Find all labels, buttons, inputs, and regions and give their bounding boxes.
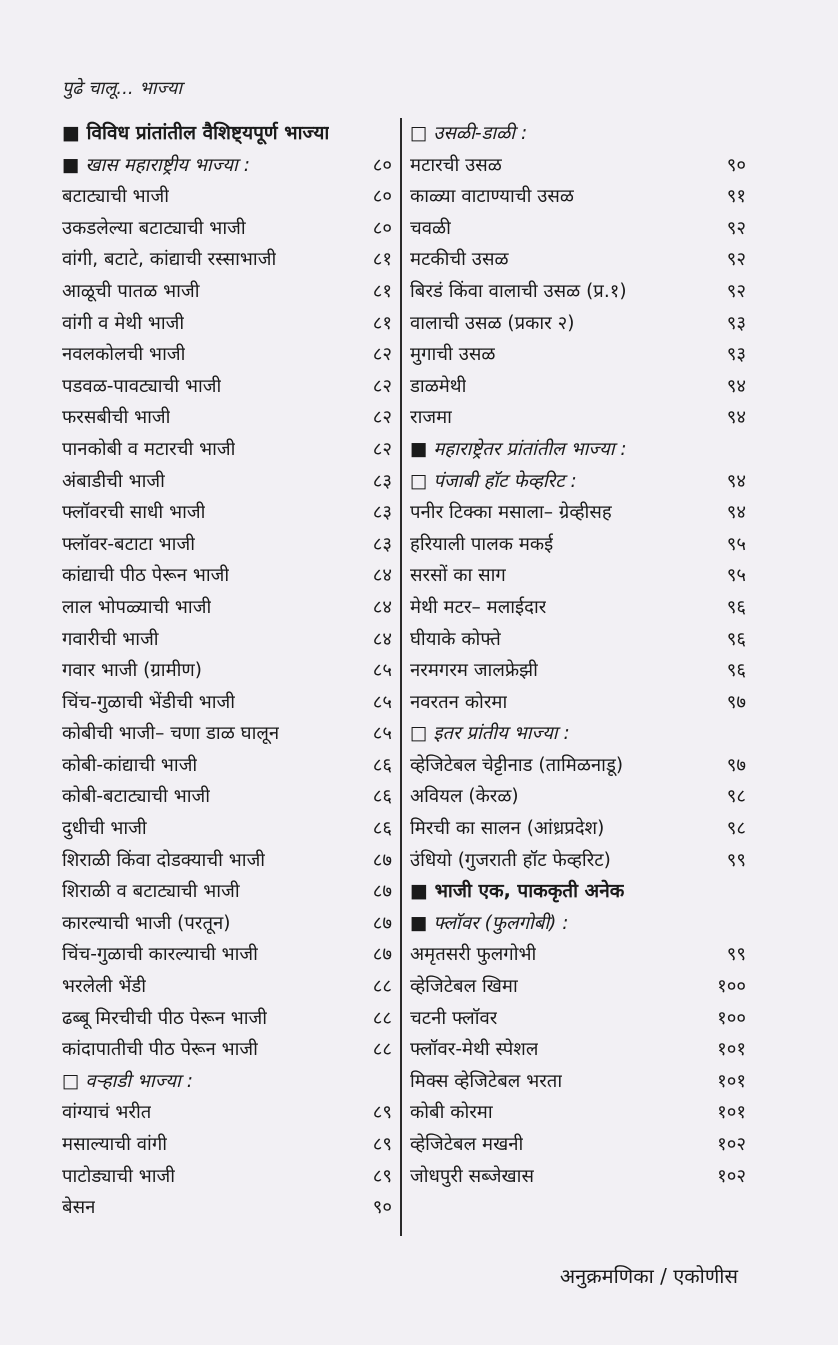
toc-entry-page: ८९ xyxy=(372,1165,392,1187)
toc-entry-title: मटकीची उसळ xyxy=(410,249,509,271)
toc-entry-title: □ उसळी-डाळी : xyxy=(410,123,528,144)
toc-entry xyxy=(410,750,746,782)
toc-entry-page: ९५ xyxy=(726,533,746,555)
toc-entry-page: ९१ xyxy=(726,186,746,208)
toc-entry-page: ८८ xyxy=(372,976,392,998)
toc-entry xyxy=(62,813,392,845)
toc-entry-title: काळ्या वाटाण्याची उसळ xyxy=(410,186,574,208)
toc-entry xyxy=(410,655,746,687)
toc-entry-page: ८७ xyxy=(372,849,392,871)
toc-entry-title: सरसों का साग xyxy=(410,565,506,587)
toc-entry-page: ८१ xyxy=(372,249,392,271)
toc-entry-title: बिरडं किंवा वालाची उसळ (प्र.१) xyxy=(410,280,627,302)
toc-entry-title: कोबी कोरमा xyxy=(410,1102,493,1124)
toc-entry-title: फ्लॉवरची साधी भाजी xyxy=(62,502,206,524)
toc-heading xyxy=(62,118,392,150)
toc-entry-title: चिंच-गुळाची कारल्याची भाजी xyxy=(62,944,258,966)
toc-entry xyxy=(62,1003,392,1035)
toc-entry xyxy=(62,434,392,466)
toc-entry-page: १०२ xyxy=(717,1134,746,1155)
toc-entry xyxy=(410,150,746,182)
toc-entry-title: जोधपुरी सब्जेखास xyxy=(410,1165,534,1187)
toc-entry-page: ९२ xyxy=(726,280,746,302)
toc-entry-page: १०१ xyxy=(717,1039,746,1061)
toc-entry xyxy=(410,402,746,434)
toc-entry-page: १०० xyxy=(717,1007,746,1029)
toc-entry-title: उकडलेल्या बटाट्याची भाजी xyxy=(62,217,246,239)
toc-entry-title: मिरची का सालन (आंध्रप्रदेश) xyxy=(410,818,605,840)
toc-entry-title: मेथी मटर– मलाईदार xyxy=(410,596,547,618)
toc-entry-title: पनीर टिक्का मसाला– ग्रेव्हीसह xyxy=(410,502,612,524)
toc-entry-page: ८४ xyxy=(372,628,392,650)
toc-entry xyxy=(62,529,392,561)
toc-entry-title: कांदापातीची पीठ पेरून भाजी xyxy=(62,1039,258,1061)
toc-entry xyxy=(410,592,746,624)
toc-entry-title: शिराळी किंवा दोडक्याची भाजी xyxy=(62,849,266,871)
toc-entry xyxy=(410,244,746,276)
toc-entry-title: अमृतसरी फुलगोभी xyxy=(410,944,537,966)
toc-entry-title: □ पंजाबी हॉट फेव्हरिट : xyxy=(410,470,577,492)
toc-entry-page: ८२ xyxy=(372,375,392,397)
toc-entry-page: ८५ xyxy=(372,723,392,745)
toc-entry xyxy=(410,276,746,308)
toc-entry xyxy=(62,750,392,782)
toc-entry-title: घीयाके कोफ्ते xyxy=(410,628,501,650)
toc-entry xyxy=(410,624,746,656)
toc-entry-title: नवलकोलची भाजी xyxy=(62,344,186,366)
toc-entry-title: कोबी-बटाट्याची भाजी xyxy=(62,786,211,808)
toc-entry-page: ९० xyxy=(726,154,746,176)
toc-entry xyxy=(62,908,392,940)
toc-entry-title: गवार भाजी (ग्रामीण) xyxy=(62,660,203,682)
toc-entry-title: कांद्याची पीठ पेरून भाजी xyxy=(62,565,230,587)
toc-heading xyxy=(410,466,746,498)
toc-entry-page: ९९ xyxy=(726,944,746,966)
toc-entry-title: ■ महाराष्ट्रेतर प्रांतांतील भाज्या : xyxy=(410,438,627,460)
toc-entry-page: ८६ xyxy=(372,818,392,840)
toc-entry xyxy=(62,1192,392,1224)
toc-entry-page: ८९ xyxy=(372,1134,392,1155)
toc-entry-title: अवियल (केरळ) xyxy=(410,786,519,808)
toc-entry-page: ९० xyxy=(372,1197,392,1219)
toc-entry-title: आळूची पातळ भाजी xyxy=(62,280,200,302)
toc-entry-page: ८० xyxy=(372,154,392,176)
toc-entry-page: ९५ xyxy=(726,565,746,587)
toc-entry xyxy=(410,371,746,403)
toc-heading xyxy=(62,1066,392,1098)
toc-entry-title: कारल्याची भाजी (परतून) xyxy=(62,912,231,934)
toc-entry xyxy=(62,244,392,276)
toc-entry xyxy=(62,592,392,624)
toc-entry-page: ८६ xyxy=(372,754,392,776)
toc-entry-title: व्हेजिटेबल खिमा xyxy=(410,976,518,998)
toc-entry-title: कोबीची भाजी– चणा डाळ घालून xyxy=(62,723,280,745)
toc-right-column xyxy=(410,118,746,1192)
toc-entry-title: पाटोड्याची भाजी xyxy=(62,1165,176,1187)
toc-entry-page: ८५ xyxy=(372,691,392,713)
toc-entry-page: ९६ xyxy=(726,628,746,650)
toc-left-column xyxy=(62,118,392,1224)
toc-entry-title: भरलेली भेंडी xyxy=(62,976,147,998)
toc-entry-title: हरियाली पालक मकई xyxy=(410,533,554,555)
toc-entry-page: ८४ xyxy=(372,596,392,618)
toc-entry-page: ९६ xyxy=(726,660,746,682)
toc-entry xyxy=(62,718,392,750)
toc-entry-page: १०० xyxy=(717,976,746,998)
running-header: पुढे चालू... भाज्या xyxy=(62,78,182,99)
toc-entry xyxy=(62,971,392,1003)
toc-entry xyxy=(410,339,746,371)
toc-entry xyxy=(62,339,392,371)
toc-entry-title: वांग्याचं भरीत xyxy=(62,1102,152,1124)
toc-heading xyxy=(410,718,746,750)
toc-entry xyxy=(410,213,746,245)
toc-entry-page: १०१ xyxy=(717,1102,746,1124)
toc-entry-title: बटाट्याची भाजी xyxy=(62,186,169,208)
toc-entry-page: ८० xyxy=(372,186,392,208)
toc-entry-page: ८५ xyxy=(372,660,392,682)
toc-entry-page: ८२ xyxy=(372,344,392,366)
toc-entry-page: ९७ xyxy=(726,754,746,776)
toc-entry xyxy=(410,687,746,719)
toc-entry-title: नवरतन कोरमा xyxy=(410,691,508,713)
toc-entry xyxy=(410,781,746,813)
toc-entry-title: वांगी व मेथी भाजी xyxy=(62,312,185,334)
toc-entry-title: चिंच-गुळाची भेंडीची भाजी xyxy=(62,691,236,713)
toc-entry-page: ९२ xyxy=(726,249,746,271)
toc-entry xyxy=(62,655,392,687)
toc-entry xyxy=(62,308,392,340)
toc-entry xyxy=(410,560,746,592)
toc-entry-title: ■ विविध प्रांतांतील वैशिष्ट्यपूर्ण भाज्या xyxy=(62,122,330,144)
page-footer: अनुक्रमणिका / एकोणीस xyxy=(559,1264,738,1288)
toc-entry xyxy=(62,213,392,245)
toc-heading xyxy=(410,118,746,150)
toc-entry xyxy=(410,1097,746,1129)
toc-entry-page: ८७ xyxy=(372,944,392,966)
toc-entry-title: व्हेजिटेबल मखनी xyxy=(410,1134,524,1155)
toc-entry-page: ९४ xyxy=(726,502,746,524)
toc-entry-title: पडवळ-पावट्याची भाजी xyxy=(62,375,222,397)
toc-entry-title: डाळमेथी xyxy=(410,375,467,397)
toc-entry-page: ८३ xyxy=(372,533,392,555)
toc-entry xyxy=(62,276,392,308)
toc-entry-page: ९४ xyxy=(726,407,746,429)
toc-entry xyxy=(62,845,392,877)
toc-entry xyxy=(62,560,392,592)
toc-entry-page: ८७ xyxy=(372,912,392,934)
toc-entry-title: मटारची उसळ xyxy=(410,154,502,176)
toc-entry-page: ८४ xyxy=(372,565,392,587)
toc-entry xyxy=(62,1161,392,1193)
toc-entry xyxy=(410,308,746,340)
toc-entry-title: मुगाची उसळ xyxy=(410,344,496,366)
toc-heading xyxy=(410,434,746,466)
toc-heading xyxy=(410,908,746,940)
toc-entry xyxy=(410,529,746,561)
toc-entry-title: लाल भोपळ्याची भाजी xyxy=(62,596,212,618)
toc-entry xyxy=(410,181,746,213)
toc-entry-title: अंबाडीची भाजी xyxy=(62,470,165,492)
toc-entry-page: ८२ xyxy=(372,407,392,429)
toc-entry-title: □ इतर प्रांतीय भाज्या : xyxy=(410,723,570,745)
toc-entry-page: ९८ xyxy=(726,818,746,840)
column-divider xyxy=(400,118,402,1236)
toc-entry xyxy=(62,181,392,213)
toc-entry-title: मिक्स व्हेजिटेबल भरता xyxy=(410,1070,563,1092)
toc-entry-title: चवळी xyxy=(410,217,451,239)
toc-entry xyxy=(410,1034,746,1066)
toc-entry xyxy=(410,1129,746,1161)
toc-entry xyxy=(62,497,392,529)
toc-entry-page: ९४ xyxy=(726,375,746,397)
toc-entry-title: ढब्बू मिरचीची पीठ पेरून भाजी xyxy=(62,1007,268,1029)
toc-entry xyxy=(410,939,746,971)
toc-entry xyxy=(62,939,392,971)
toc-entry-title: कोबी-कांद्याची भाजी xyxy=(62,754,198,776)
toc-entry-page: १०१ xyxy=(717,1070,746,1092)
toc-entry-page: ९७ xyxy=(726,691,746,713)
toc-entry-page: ८९ xyxy=(372,1102,392,1124)
toc-entry-page: ८२ xyxy=(372,438,392,460)
toc-entry xyxy=(410,1066,746,1098)
toc-entry xyxy=(62,876,392,908)
toc-entry-title: दुधीची भाजी xyxy=(62,818,147,840)
toc-entry-page: ९६ xyxy=(726,596,746,618)
toc-entry-page: ८७ xyxy=(372,881,392,903)
toc-entry xyxy=(410,497,746,529)
toc-entry-page: ८८ xyxy=(372,1039,392,1061)
toc-entry-title: ■ फ्लॉवर (फुलगोबी) : xyxy=(410,912,569,934)
toc-entry-title: ■ खास महाराष्ट्रीय भाज्या : xyxy=(62,154,250,176)
toc-entry-page: ९४ xyxy=(726,470,746,492)
toc-entry-page: ८३ xyxy=(372,502,392,524)
toc-entry xyxy=(62,371,392,403)
toc-entry-page: ८० xyxy=(372,217,392,239)
toc-entry-title: वालाची उसळ (प्रकार २) xyxy=(410,312,575,334)
toc-entry-page: ९९ xyxy=(726,849,746,871)
toc-entry-title: मसाल्याची वांगी xyxy=(62,1134,168,1155)
toc-entry-title: उंधियो (गुजराती हॉट फेव्हरिट) xyxy=(410,849,611,871)
toc-entry xyxy=(410,813,746,845)
toc-entry xyxy=(62,402,392,434)
toc-entry-title: व्हेजिटेबल चेट्टीनाड (तामिळनाडू) xyxy=(410,754,624,776)
toc-entry-page: ८१ xyxy=(372,312,392,334)
toc-heading xyxy=(410,876,746,908)
toc-entry xyxy=(410,845,746,877)
toc-entry-title: गवारीची भाजी xyxy=(62,628,159,650)
toc-entry xyxy=(62,466,392,498)
toc-entry-title: बेसन xyxy=(62,1197,96,1219)
toc-entry-page: ८६ xyxy=(372,786,392,808)
toc-entry-page: ८८ xyxy=(372,1007,392,1029)
toc-entry-title: फरसबीची भाजी xyxy=(62,407,171,429)
toc-entry-title: ■ भाजी एक, पाककृती अनेक xyxy=(410,880,625,903)
toc-entry-page: ८१ xyxy=(372,280,392,302)
toc-entry-page: ९८ xyxy=(726,786,746,808)
toc-entry-page: ९२ xyxy=(726,217,746,239)
toc-heading xyxy=(62,150,392,182)
toc-entry xyxy=(62,624,392,656)
toc-entry xyxy=(62,1129,392,1161)
toc-entry-title: पानकोबी व मटारची भाजी xyxy=(62,438,236,460)
toc-entry-page: ९३ xyxy=(726,344,746,366)
toc-entry xyxy=(62,1034,392,1066)
toc-entry-title: □ वऱ्हाडी भाज्या : xyxy=(62,1070,193,1092)
toc-entry xyxy=(410,1161,746,1193)
toc-entry-page: ९३ xyxy=(726,312,746,334)
toc-entry-title: फ्लॉवर-बटाटा भाजी xyxy=(62,533,195,555)
toc-entry xyxy=(62,781,392,813)
toc-entry-title: फ्लॉवर-मेथी स्पेशल xyxy=(410,1039,539,1061)
toc-entry xyxy=(410,1003,746,1035)
toc-entry-title: चटनी फ्लॉवर xyxy=(410,1007,498,1029)
toc-entry xyxy=(62,687,392,719)
toc-entry xyxy=(62,1097,392,1129)
toc-entry-title: शिराळी व बटाट्याची भाजी xyxy=(62,881,240,903)
toc-entry-page: ८३ xyxy=(372,470,392,492)
toc-entry-title: राजमा xyxy=(410,407,452,429)
toc-entry-page: १०२ xyxy=(717,1165,746,1187)
toc-entry-title: वांगी, बटाटे, कांद्याची रस्साभाजी xyxy=(62,249,277,271)
toc-entry xyxy=(410,971,746,1003)
toc-entry-title: नरमगरम जालफ्रेझी xyxy=(410,660,538,682)
